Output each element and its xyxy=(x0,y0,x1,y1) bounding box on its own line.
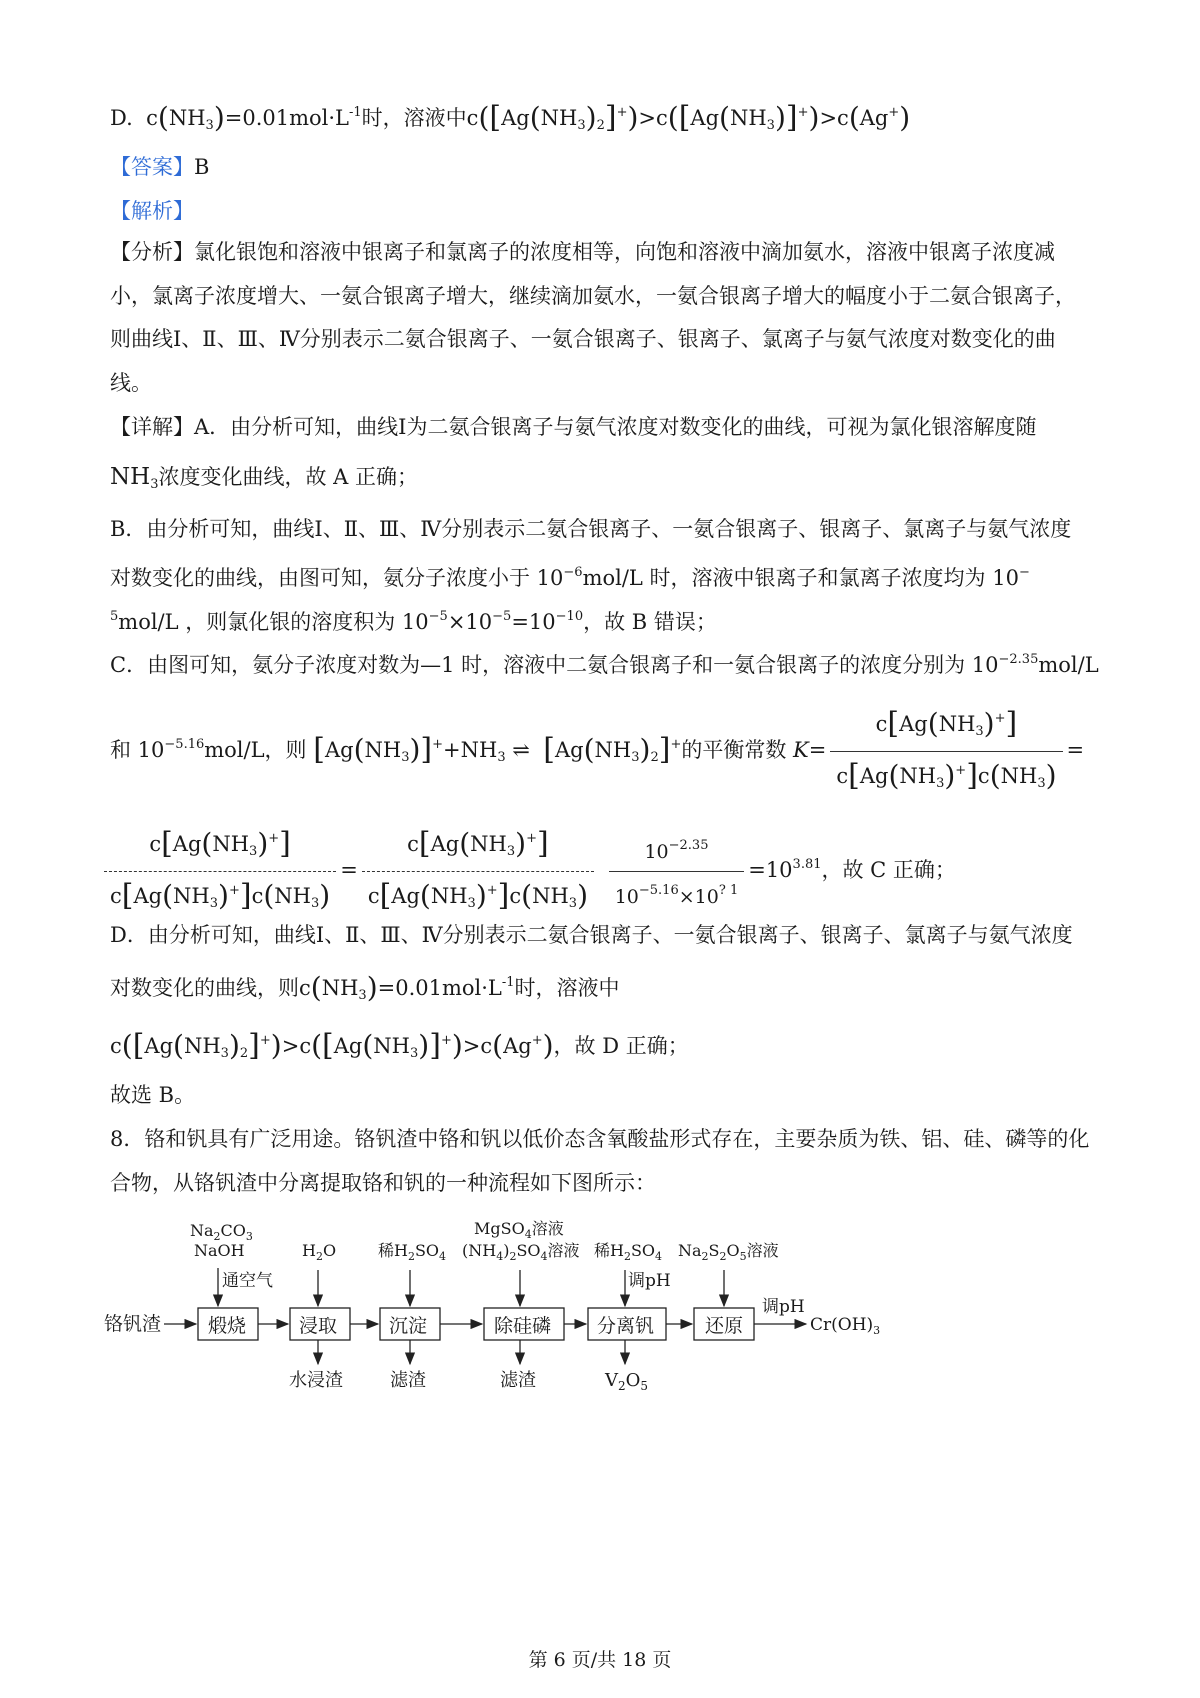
part-b-line-1: B．由分析可知，曲线Ⅰ、Ⅱ、Ⅲ、Ⅳ分别表示二氨合银离子、一氨合银离子、银离子、氯离子与氨气浓度 xyxy=(110,517,1072,541)
reagent-h2o: $H_2O$ xyxy=(302,1241,337,1263)
answer-tag: 【答案】 xyxy=(110,155,194,179)
reagent-nh4so4: $(NH_4)_2SO_4$溶液 xyxy=(462,1241,580,1263)
process-flow-diagram xyxy=(0,1214,1200,1404)
flow-start-label: 铬钒渣 xyxy=(104,1313,162,1335)
part-b-line-2: 对数变化的曲线，由图可知，氨分子浓度小于 $10^{-6}mol/L$ 时，溶液中银离子和氯离子浓度均为 10− xyxy=(110,565,1030,590)
step-label-reduce: 还原 xyxy=(705,1315,744,1337)
output-residue-1: 滤渣 xyxy=(390,1370,426,1391)
output-leach-residue: 水浸渣 xyxy=(289,1370,343,1391)
answer-line xyxy=(110,152,209,182)
part-d-line-2: 对数变化的曲线，则$c(NH_3)=0.01mol\cdot L^{-1}$时，溶液中 xyxy=(110,971,620,1004)
q8-line-2: 合物，从铬钒渣中分离提取铬和钒的一种流程如下图所示： xyxy=(110,1171,656,1195)
fenxi-line-3: 则曲线Ⅰ、Ⅱ、Ⅲ、Ⅳ分别表示二氨合银离子、一氨合银离子、银离子、氯离子与氨气浓度对数变化的曲 xyxy=(110,327,1056,351)
part-c-line-1: C．由图可知，氨分子浓度对数为—1 时，溶液中二氨合银离子和一氨合银离子的浓度分别为 $10^{-2.35}mol/L$ xyxy=(110,652,1099,677)
part-c-line-3: $\frac{c[Ag(NH_3)^+]}{c[Ag(NH_3)^+]c(NH_3)}$ = $\frac{c[Ag(NH_3)^+]}{c[Ag(NH_3)^+]c(NH_3)}$ $\frac{10^{-2.35}}{10^{-5.16}\times 10^{? 1}}$ $=10^{3.81}$，故 C 正确； xyxy=(100,822,956,921)
fraction-1: $\frac{c[Ag(NH_3)^+]}{c[Ag(NH_3)^+]c(NH_3)}$ xyxy=(104,822,336,921)
fenxi-line-1: 【分析】氯化银饱和溶液中银离子和氯离子的浓度相等，向饱和溶液中滴加氨水，溶液中银离子浓度减 xyxy=(110,240,1055,264)
xiangjie-a-line-1: 【详解】A．由分析可知，曲线Ⅰ为二氨合银离子与氨气浓度对数变化的曲线，可视为氯化银溶解度随 xyxy=(110,415,1037,439)
option-d-label: D. xyxy=(110,106,133,130)
xiangjie-tag: 【详解】 xyxy=(110,415,194,439)
output-v2o5: $V_2O_5$ xyxy=(605,1370,649,1393)
step-label-precipitate: 沉淀 xyxy=(389,1315,428,1337)
part-c-line-2: 和 $10^{-5.16}mol/L$，则 $[Ag(NH_3)]^++NH_3$ ⇌ $[Ag(NH_3)_2]^+$的平衡常数 K= $\frac{c[Ag(NH_3)^+]}{c[Ag(NH_3)^+]c(NH_3)}$ = xyxy=(110,702,1084,801)
reagent-na2co3: $Na_2CO_3$ xyxy=(190,1221,253,1243)
fenxi-line-2: 小，氯离子浓度增大、一氨合银离子增大，继续滴加氨水，一氨合银离子增大的幅度小于二氨合银离子， xyxy=(110,284,1076,308)
analysis-heading: 【解析】 xyxy=(110,199,194,223)
flow-end-label: $Cr(OH)_3$ xyxy=(810,1315,881,1337)
reagent-dilute-h2so4-2: 稀$H_2SO_4$ xyxy=(594,1241,663,1263)
xiangjie-a-line-2: $NH_3$浓度变化曲线，故 A 正确； xyxy=(110,464,418,492)
output-residue-2: 滤渣 xyxy=(500,1370,536,1391)
fenxi-tag: 【分析】 xyxy=(110,240,194,264)
step-label-calcine: 煅烧 xyxy=(208,1315,247,1337)
reagent-mgso4: MgSO$_4$溶液 xyxy=(474,1219,564,1241)
step-label-separate-v: 分离钒 xyxy=(597,1315,655,1337)
fraction-3: $\frac{10^{-2.35}}{10^{-5.16}\times 10^{? 1}}$ xyxy=(609,829,745,914)
reagent-dilute-h2so4: 稀$H_2SO_4$ xyxy=(378,1241,447,1263)
reagent-air: 通空气 xyxy=(222,1271,273,1291)
page-footer: 第 6 页/共 18 页 xyxy=(528,1649,672,1671)
reagent-na2s2o5: $Na_2S_2O_5$溶液 xyxy=(678,1241,779,1263)
k-fraction: $\frac{c[Ag(NH_3)^+]}{c[Ag(NH_3)^+]c(NH_3)}$ xyxy=(830,702,1062,801)
q8-line-1: 8．铬和钒具有广泛用途。铬钒渣中铬和钒以低价态含氧酸盐形式存在，主要杂质为铁、铝、硅、磷等的化 xyxy=(110,1127,1090,1151)
step-label-leach: 浸取 xyxy=(299,1315,338,1337)
part-d-line-3: $c([Ag(NH_3)_2]^+)>c([Ag(NH_3)]^+)>c(Ag^+)$，故 D 正确； xyxy=(110,1028,689,1063)
fraction-2: $\frac{c[Ag(NH_3)^+]}{c[Ag(NH_3)^+]c(NH_3)}$ xyxy=(362,822,594,921)
part-b-line-3: $^5$mol/L ，则氯化银的溶度积为 $10^{-5}\times 10^{-5}=10^{-10}$，故 B 错误； xyxy=(110,609,717,634)
reagent-naoh: NaOH xyxy=(194,1241,245,1260)
step-label-remove-si-p: 除硅磷 xyxy=(494,1315,552,1337)
part-d-line-1: D．由分析可知，曲线Ⅰ、Ⅱ、Ⅲ、Ⅳ分别表示二氨合银离子、一氨合银离子、银离子、氯离子与氨气浓度 xyxy=(110,923,1073,947)
option-d-line: D. $c(NH_3)=0.01mol\cdot L^{-1}$时，溶液中$c([Ag(NH_3)_2]^+)>c([Ag(NH_3)]^+)>c(Ag^+)$ xyxy=(110,100,911,135)
select-line: 故选 B。 xyxy=(110,1083,196,1107)
fenxi-line-4: 线。 xyxy=(110,371,152,395)
adjust-ph-label-2: 调pH xyxy=(762,1297,805,1317)
answer-value: B xyxy=(194,155,210,179)
adjust-ph-label: 调pH xyxy=(628,1271,671,1291)
